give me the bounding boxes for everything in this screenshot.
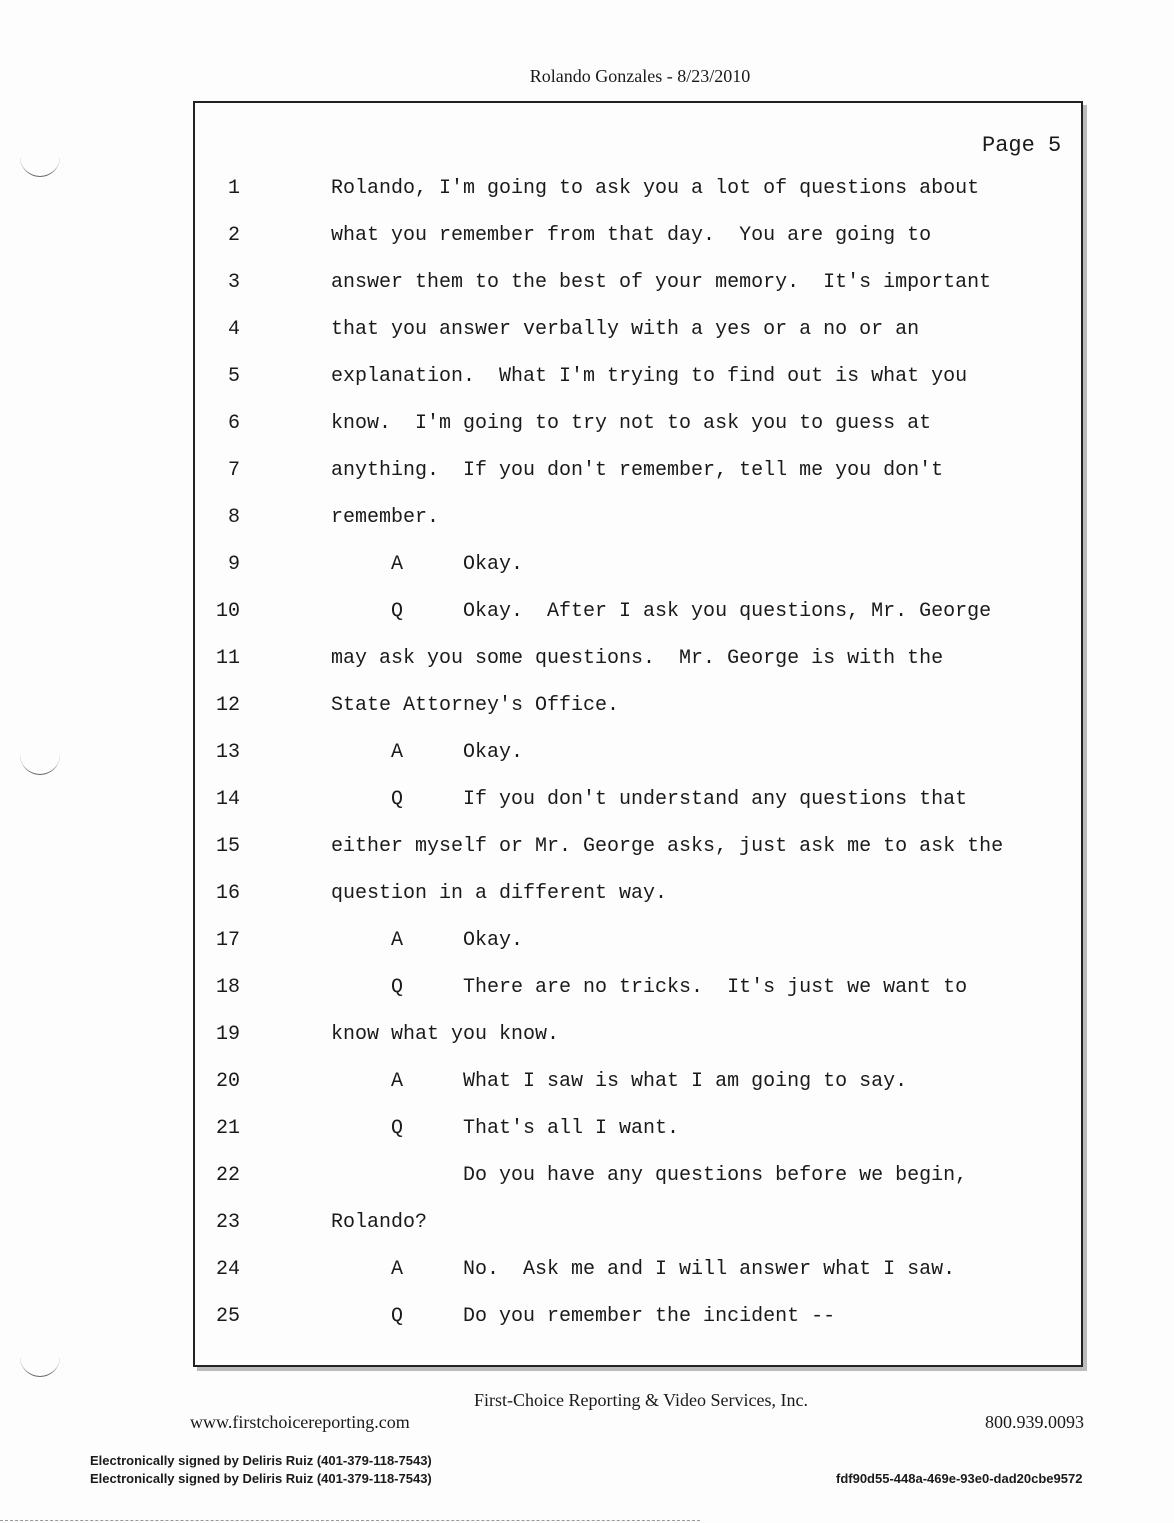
line-number: 12 — [215, 694, 240, 717]
page-number: Page 5 — [982, 133, 1062, 158]
line-number: 17 — [215, 929, 240, 952]
line-number: 19 — [215, 1023, 240, 1046]
line-text: A Okay. — [331, 553, 524, 576]
line-text: know what you know. — [331, 1023, 560, 1046]
line-number: 7 — [227, 459, 240, 482]
line-text: anything. If you don't remember, tell me you don't — [331, 459, 944, 482]
footer-website: www.firstchoicereporting.com — [190, 1412, 410, 1432]
line-number: 6 — [227, 412, 240, 435]
line-text: A No. Ask me and I will answer what I saw. — [331, 1258, 956, 1281]
line-number: 25 — [215, 1305, 240, 1328]
footer-company: First-Choice Reporting & Video Services, Inc. — [473, 1390, 809, 1410]
line-number: 14 — [215, 788, 240, 811]
line-number: 10 — [215, 600, 240, 623]
line-text: A Okay. — [331, 929, 524, 952]
punch-hole-mark — [20, 1356, 60, 1377]
line-text: State Attorney's Office. — [331, 694, 620, 717]
line-text: A Okay. — [331, 741, 524, 764]
line-number: 24 — [215, 1258, 240, 1281]
signature-line-2: Electronically signed by Deliris Ruiz (401-379-118-7543) — [90, 1471, 432, 1486]
signature-line-1: Electronically signed by Deliris Ruiz (401-379-118-7543) — [90, 1453, 432, 1468]
header-title: Rolando Gonzales - 8/23/2010 — [529, 66, 751, 86]
line-text: may ask you some questions. Mr. George is with the — [331, 647, 944, 670]
line-text: Q There are no tricks. It's just we want to — [331, 976, 968, 999]
bottom-rule — [0, 1520, 700, 1521]
punch-hole-mark — [20, 754, 60, 775]
line-number: 15 — [215, 835, 240, 858]
line-number: 16 — [215, 882, 240, 905]
line-text: answer them to the best of your memory. It's important — [331, 271, 992, 294]
line-text: Q Okay. After I ask you questions, Mr. George — [331, 600, 992, 623]
line-text: what you remember from that day. You are going to — [331, 224, 932, 247]
line-number: 2 — [227, 224, 240, 247]
line-text: Q Do you remember the incident -- — [331, 1305, 836, 1328]
footer-phone: 800.939.0093 — [985, 1412, 1084, 1432]
line-number: 4 — [227, 318, 240, 341]
line-number: 11 — [215, 647, 240, 670]
line-number: 18 — [215, 976, 240, 999]
line-text: remember. — [331, 506, 440, 529]
line-number: 20 — [215, 1070, 240, 1093]
line-text: Rolando, I'm going to ask you a lot of questions about — [331, 177, 980, 200]
line-number: 8 — [227, 506, 240, 529]
line-number: 21 — [215, 1117, 240, 1140]
line-text: A What I saw is what I am going to say. — [331, 1070, 908, 1093]
line-text: Rolando? — [331, 1211, 428, 1234]
line-text: explanation. What I'm trying to find out is what you — [331, 365, 968, 388]
line-number: 23 — [215, 1211, 240, 1234]
line-number: 5 — [227, 365, 240, 388]
line-number: 9 — [227, 553, 240, 576]
line-text: either myself or Mr. George asks, just ask me to ask the — [331, 835, 1004, 858]
line-text: question in a different way. — [331, 882, 668, 905]
line-number: 22 — [215, 1164, 240, 1187]
line-text: that you answer verbally with a yes or a no or an — [331, 318, 920, 341]
document-hash: fdf90d55-448a-469e-93e0-dad20cbe9572 — [836, 1471, 1083, 1486]
punch-hole-mark — [20, 156, 60, 177]
line-text: Do you have any questions before we begin, — [331, 1164, 968, 1187]
line-number: 1 — [227, 177, 240, 200]
line-number: 3 — [227, 271, 240, 294]
line-text: know. I'm going to try not to ask you to guess at — [331, 412, 932, 435]
line-text: Q That's all I want. — [331, 1117, 680, 1140]
line-text: Q If you don't understand any questions that — [331, 788, 968, 811]
line-number: 13 — [215, 741, 240, 764]
